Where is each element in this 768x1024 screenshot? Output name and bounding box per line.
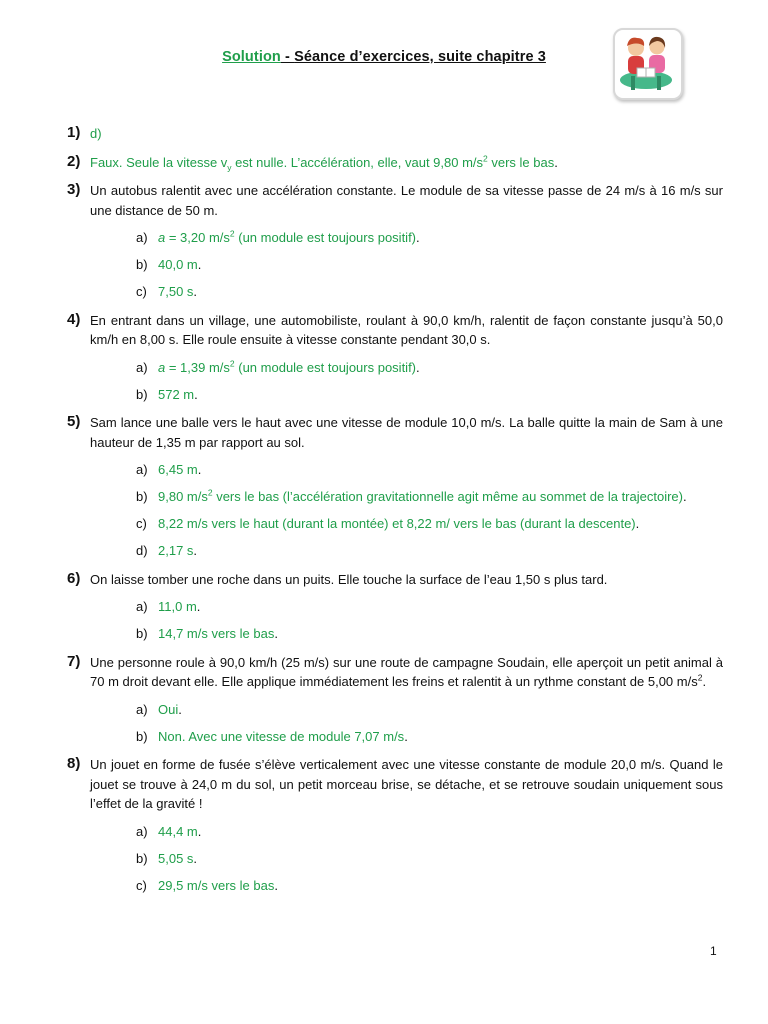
question-number: 1) xyxy=(67,124,81,141)
question-1 xyxy=(67,124,723,144)
question-number: 5) xyxy=(67,413,81,430)
title-solution: Solution xyxy=(222,49,281,65)
question-text: Sam lance une balle vers le haut avec une vitesse de module 10,0 m/s. La balle quitte la main de Sam à une hauteur de 1,35 m par rapport au sol. xyxy=(90,415,723,450)
question-5 xyxy=(67,413,723,561)
title-separator: - xyxy=(280,49,295,65)
sub-answer-a: a) 44,4 m. xyxy=(136,823,202,839)
sub-answer-a: a) Oui. xyxy=(136,701,182,717)
sub-answer-b: b) 40,0 m. xyxy=(136,257,202,272)
question-number: 3) xyxy=(67,181,81,198)
children-reading-icon xyxy=(613,28,683,100)
question-3 xyxy=(67,181,723,302)
sub-answer-b: b) 5,05 s. xyxy=(136,850,198,866)
sub-answer-b: b) 9,80 $m/s^2$ vers le bas (l’accélération gravitationnelle agit même au sommet de la trajectoire). xyxy=(136,487,687,504)
sub-answer-c: c) 7,50 s. xyxy=(136,284,198,299)
question-4 xyxy=(67,311,723,405)
question-text: Un autobus ralentit avec une accélération constante. Le module de sa vitesse passe de 24 m/s à 16 m/s sur une distance de 50 m. xyxy=(90,183,723,218)
answer-text: Faux. Seule la vitesse $v_y$ est nulle. L’accélération, elle, vaut 9,80 $m/s^2$ vers le bas xyxy=(90,153,555,173)
sub-answer-b: b) Non. Avec une vitesse de module 7,07 m/s. xyxy=(136,728,408,744)
logo-illustration xyxy=(615,30,677,94)
exercise-list xyxy=(67,124,723,904)
sub-answer-c: c) 8,22 m/s vers le haut (durant la montée) et 8,22 m/ vers le bas (durant la descente). xyxy=(136,516,640,531)
question-number: 2) xyxy=(67,152,81,170)
page-number: 1 xyxy=(710,944,717,958)
question-number: 4) xyxy=(67,310,81,328)
question-text: Un jouet en forme de fusée s’élève verticalement avec une vitesse constante de module 20,0 m/s. Quand le jouet se trouve à 24,0 m du sol, un petit morceau brise, se détache, et se retrouve soudain uniquement sous l’effet de la gravité ! xyxy=(90,757,723,811)
question-6 xyxy=(67,570,723,644)
sub-answer-a: a) 6,45 m. xyxy=(136,462,202,477)
sub-answer-a: a) 11,0 m. xyxy=(136,599,201,614)
sub-answer-a: a) a = 3,20 $m/s^2$ (un module est toujours positif). xyxy=(136,228,420,245)
title-text: Séance d’exercices, suite chapitre 3 xyxy=(294,49,546,65)
question-text: On laisse tomber une roche dans un puits. Elle touche la surface de l’eau 1,50 s plus tard. xyxy=(90,571,608,587)
question-number: 6) xyxy=(67,569,81,587)
question-number: 8) xyxy=(67,755,81,772)
sub-answer-c: c) 29,5 m/s vers le bas. xyxy=(136,877,278,893)
question-number: 7) xyxy=(67,652,81,670)
question-8 xyxy=(67,755,723,895)
question-7 xyxy=(67,653,723,747)
question-2: 2) Faux. Seule la vitesse $v_y$ est nulle. L’accélération, elle, vaut 9,80 $m/s^2$ vers le bas. xyxy=(67,152,558,173)
answer-text: d) xyxy=(90,126,102,141)
question-text: Une personne roule à 90,0 km/h (25 m/s) sur une route de campagne Soudain, elle aperçoit un petit animal à 70 m droit devant elle. Elle applique immédiatement les freins et ralentit à un rythme constant de 5,00 $m/s^2$. xyxy=(90,654,723,689)
sub-answer-b: b) 14,7 m/s vers le bas. xyxy=(136,626,278,641)
sub-answer-d: d) 2,17 s. xyxy=(136,543,198,558)
sub-answer-a: a) a = 1,39 $m/s^2$ (un module est toujours positif). xyxy=(136,358,420,375)
question-text: En entrant dans un village, une automobiliste, roulant à 90,0 km/h, ralentit de façon constante jusqu’à 50,0 km/h en 8,00 s. Elle roule ensuite à vitesse constante pendant 30,0 s. xyxy=(90,312,723,347)
sub-answer-b: b) 572 m. xyxy=(136,386,198,402)
